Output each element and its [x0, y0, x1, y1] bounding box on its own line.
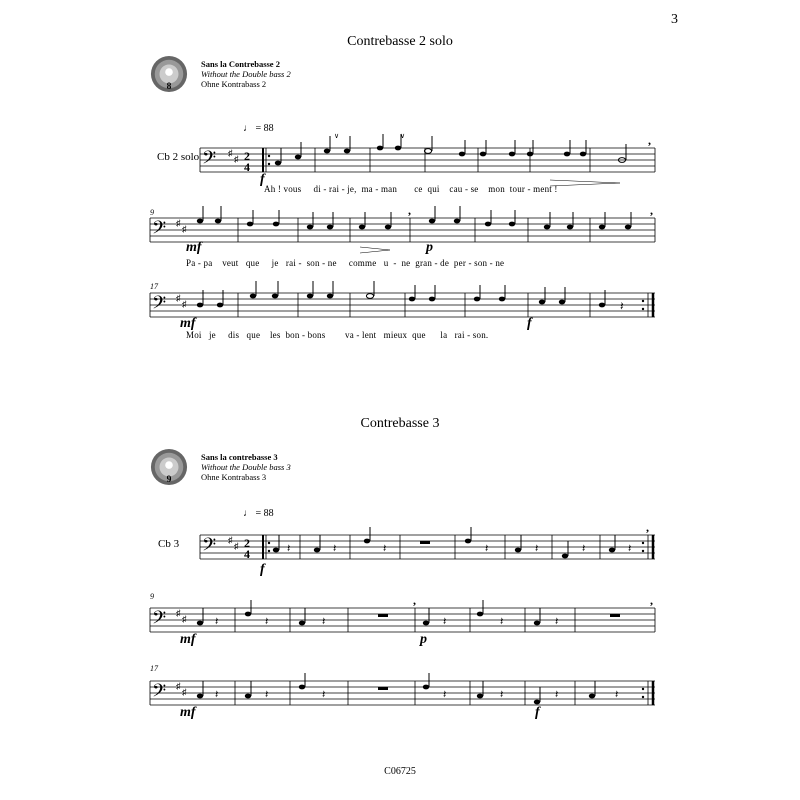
svg-text:𝄽: 𝄽 [333, 543, 337, 555]
measure-number: 9 [150, 208, 154, 217]
svg-text:♯: ♯ [182, 614, 187, 624]
staff-system-2 [150, 203, 660, 255]
cd-label-line3: Ohne Kontrabass 2 [201, 79, 267, 89]
svg-text:♯: ♯ [176, 218, 181, 228]
cd-track-number: 9 [166, 475, 172, 486]
svg-text:♯: ♯ [182, 687, 187, 697]
bass-clef-icon: 𝄢 [202, 147, 217, 172]
svg-text:𝄽: 𝄽 [615, 689, 619, 701]
staff-system-1 [200, 132, 660, 190]
svg-text:♯: ♯ [176, 293, 181, 303]
lyrics-line-2: Pa - pa veut que je rai - son - ne comme u - ne gran - de per - son - ne [186, 258, 505, 268]
section-title-cb2: Contrebasse 2 solo [347, 34, 453, 49]
dynamic-marking: p [426, 240, 433, 255]
cd-track-number: 8 [166, 82, 172, 93]
time-signature-icon: 2 [244, 149, 250, 163]
tempo-marking: ♩ = 88 [243, 123, 274, 134]
instrument-label: Cb 2 solo [157, 151, 200, 163]
svg-text:𝄽: 𝄽 [582, 543, 586, 555]
instrument-label: Cb 3 [158, 538, 180, 550]
svg-text:,: , [646, 520, 649, 534]
svg-text:♯: ♯ [234, 154, 239, 164]
staff-cb3-system-3 [150, 673, 660, 713]
cd-disc-icon [150, 55, 188, 93]
svg-text:,: , [650, 593, 653, 607]
dynamic-marking: f [260, 172, 265, 187]
svg-text:𝄽: 𝄽 [555, 689, 559, 701]
cd-label-cb3 [201, 452, 291, 482]
svg-text:♯: ♯ [176, 608, 181, 618]
svg-text:∨: ∨ [334, 132, 340, 140]
svg-text:𝄽: 𝄽 [265, 689, 269, 701]
svg-text:𝄽: 𝄽 [443, 689, 447, 701]
bass-clef-icon: 𝄢 [152, 217, 167, 242]
measure-number: 17 [150, 282, 158, 291]
svg-text:𝄽: 𝄽 [215, 616, 219, 628]
svg-text:𝄽: 𝄽 [500, 689, 504, 701]
cd-label-line1: Sans la contrebasse 3 [201, 452, 278, 462]
svg-text:4: 4 [244, 547, 250, 561]
cd-label-line2: Without the Double bass 3 [201, 462, 291, 472]
svg-text:𝄽: 𝄽 [535, 543, 539, 555]
svg-text:𝄽: 𝄽 [485, 543, 489, 555]
dynamic-marking: f [527, 316, 532, 331]
svg-text:2: 2 [244, 536, 250, 550]
svg-text:4: 4 [244, 160, 250, 174]
svg-text:𝄽: 𝄽 [443, 616, 447, 628]
svg-text:∨: ∨ [400, 132, 406, 140]
measure-number: 17 [150, 664, 158, 673]
bass-clef-icon: 𝄢 [152, 292, 167, 317]
staff-cb3-system-2 [150, 593, 660, 640]
svg-text:𝄽: 𝄽 [628, 543, 632, 555]
svg-text:𝄽: 𝄽 [215, 689, 219, 701]
lyrics-line-3: Moi je dis que les bon - bons va - lent mieux que la rai - son. [186, 330, 489, 340]
quarter-note-icon [275, 134, 626, 165]
catalog-code: C06725 [384, 766, 416, 777]
staff-system-3 [150, 285, 660, 330]
bass-clef-icon: 𝄢 [152, 607, 167, 632]
staff-cb3-system-1 [200, 520, 660, 572]
breath-mark-icon: , [648, 133, 651, 147]
svg-text:𝄽: 𝄽 [287, 543, 291, 555]
svg-text:,: , [650, 203, 653, 217]
svg-text:𝄽: 𝄽 [555, 616, 559, 628]
dynamic-marking: f [260, 562, 265, 577]
svg-text:♯: ♯ [234, 541, 239, 551]
measure-number: 9 [150, 592, 154, 601]
bass-clef-icon: 𝄢 [152, 680, 167, 705]
cd-label-line2: Without the Double bass 2 [201, 69, 291, 79]
cd-label-cb2 [201, 59, 291, 89]
dynamic-marking: mf [180, 705, 196, 720]
dynamic-marking: mf [180, 316, 196, 331]
svg-text:♯: ♯ [182, 299, 187, 309]
svg-text:,: , [413, 593, 416, 607]
dynamic-marking: f [535, 705, 540, 720]
dynamic-marking: mf [180, 632, 196, 647]
dynamic-marking: mf [186, 240, 202, 255]
bass-clef-icon: 𝄢 [202, 534, 217, 559]
svg-text:𝄽: 𝄽 [265, 616, 269, 628]
section-title-cb3: Contrebasse 3 [360, 416, 440, 431]
svg-text:♯: ♯ [228, 148, 233, 158]
cd-label-line3: Ohne Kontrabass 3 [201, 472, 267, 482]
breath-mark-icon: , [408, 203, 411, 217]
svg-text:♯: ♯ [228, 535, 233, 545]
dynamic-marking: p [420, 632, 427, 647]
svg-text:♯: ♯ [182, 224, 187, 234]
page-number: 3 [671, 12, 678, 27]
svg-text:♯: ♯ [176, 681, 181, 691]
cd-label-line1: Sans la Contrebasse 2 [201, 59, 280, 69]
rest-icon: 𝄽 [620, 299, 624, 313]
tempo-marking: ♩ = 88 [243, 508, 274, 519]
svg-text:𝄽: 𝄽 [322, 689, 326, 701]
svg-text:𝄽: 𝄽 [500, 616, 504, 628]
cd-disc-icon [150, 448, 188, 486]
lyrics-line-1: Ah ! vous di - rai - je, ma - man ce qui cau - se mon tour - ment ! [264, 184, 558, 194]
svg-text:𝄽: 𝄽 [322, 616, 326, 628]
svg-text:𝄽: 𝄽 [383, 543, 387, 555]
